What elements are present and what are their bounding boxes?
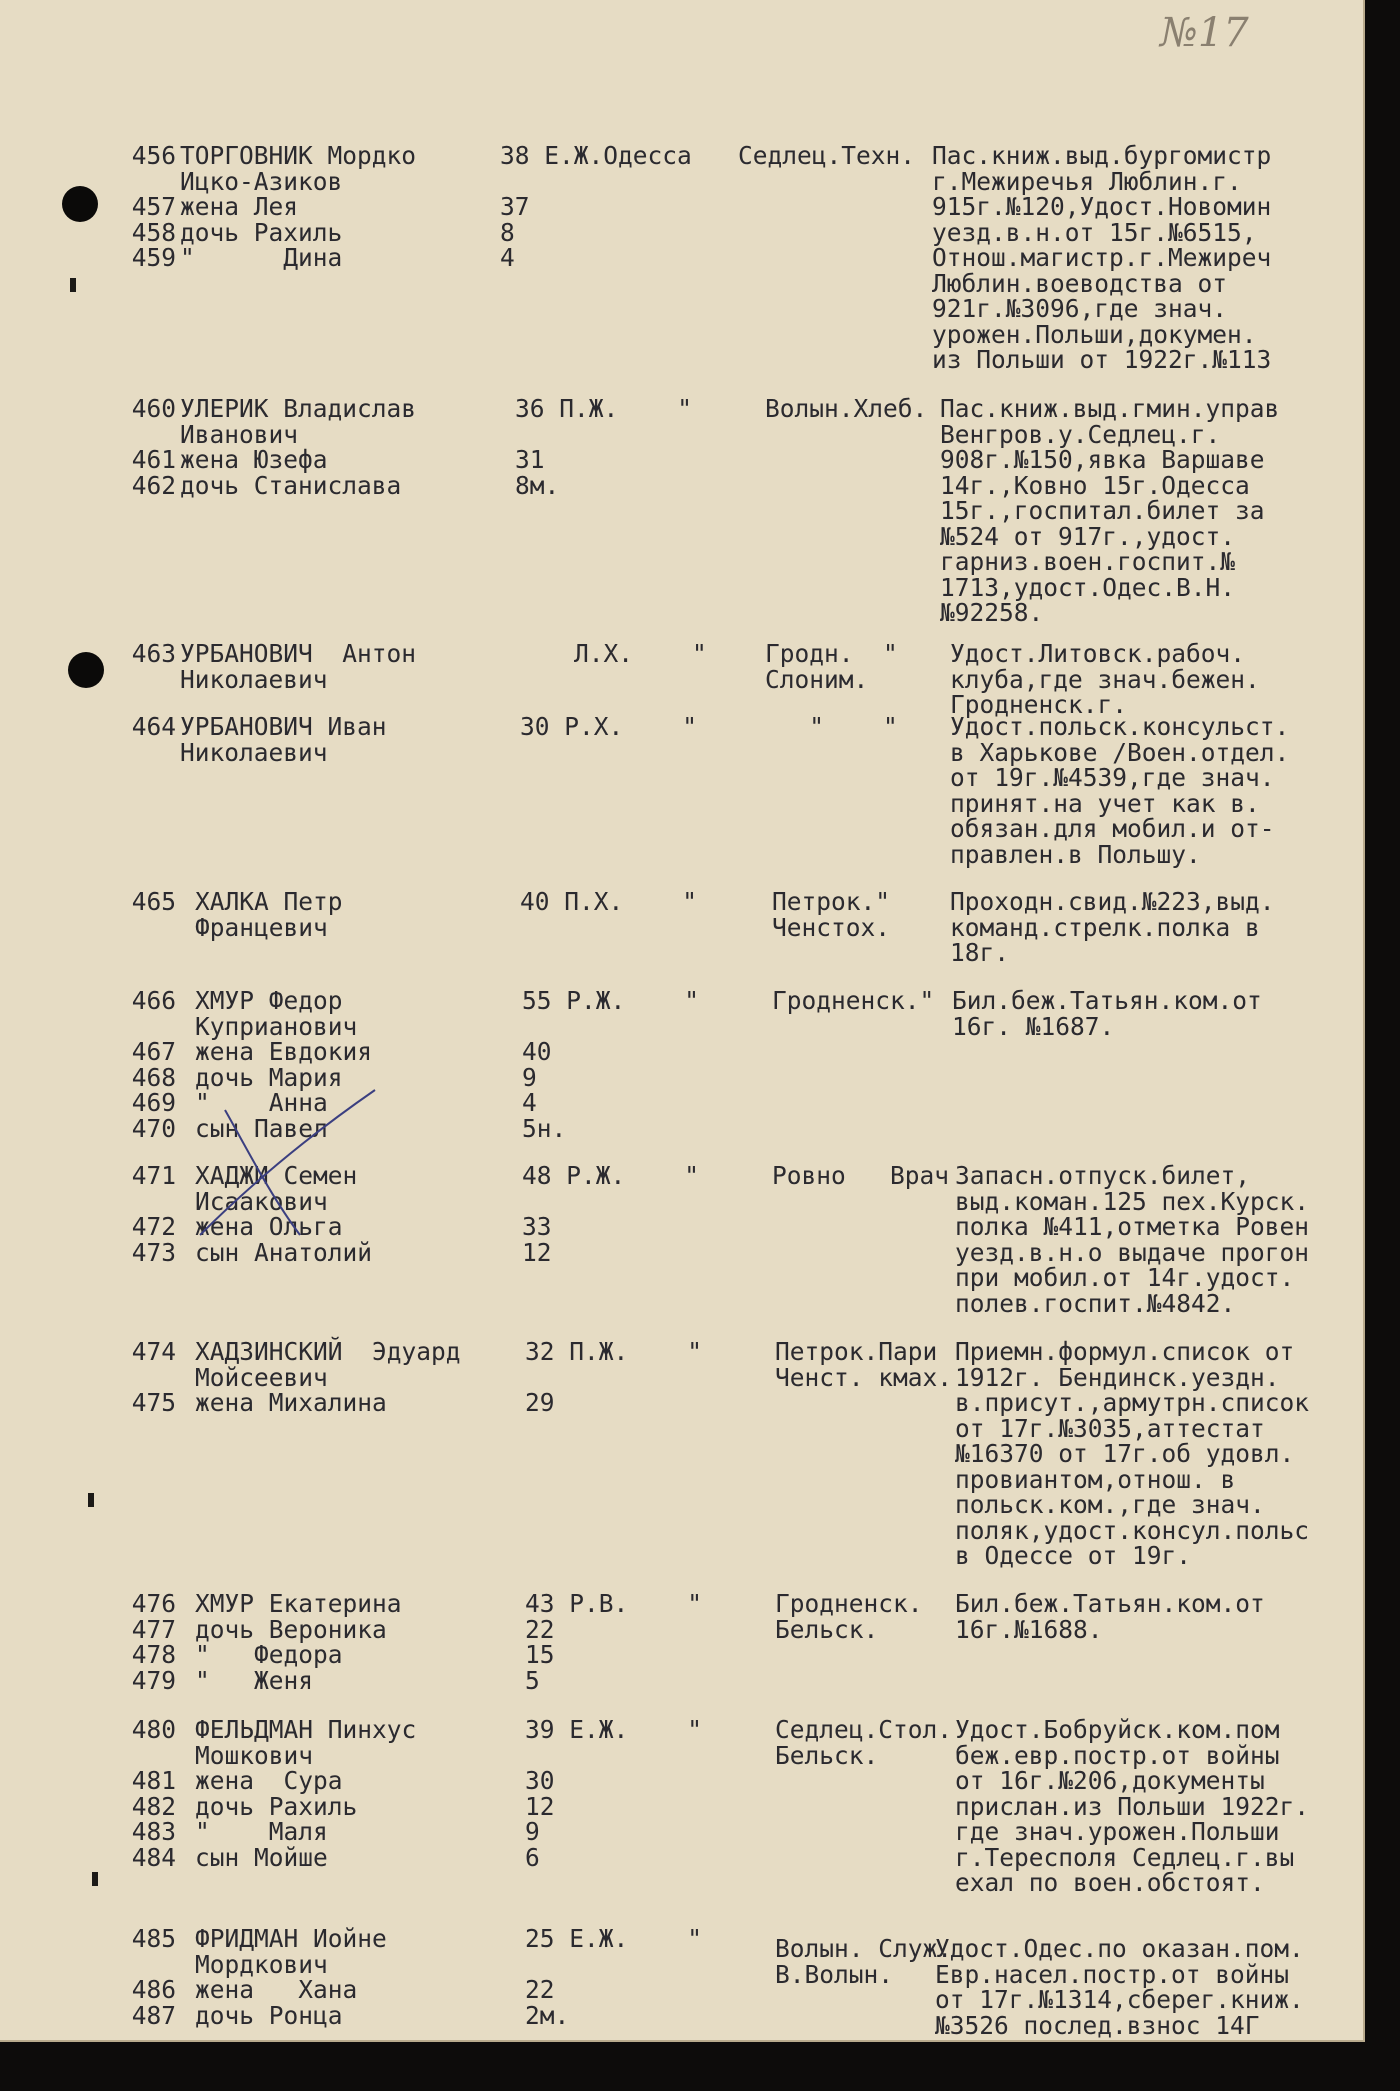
entry-documents: Проходн.свид.№223,выд. команд.стрелк.полка в 18г. [950,887,1275,967]
entry-numbers: 476 477 478 479 [131,1589,176,1695]
entry-documents: Пас.книж.выд.гмин.управ Венгров.у.Седлец.г. 908г.№150,явка Варшаве 14г.,Ковно 15г.Одесса 15г.,госпитал.билет за №524 от 917г.,удост. гарниз.воен.госпит.№ 1713,удост.Одес.В.Н. №92258. [940,394,1280,627]
entry-documents: Удост.Одес.по оказан.пом. Евр.насел.постр.от войны от 17г.№1314,сберег.книж. №3526 послед.взнос 14Г [935,1934,1304,2040]
entry-ages: 48 Р.Ж. " 33 12 [522,1161,700,1267]
entry-names: ТОРГОВНИК Мордко Ицко-Азиков жена Лея дочь Рахиль " Дина [180,141,417,272]
entry-ages: 36 П.Ж. " 31 8м. [515,394,693,500]
entry-from: " " [765,712,898,741]
entry-documents: Удост.польск.консульст. в Харькове /Воен.отдел. от 19г.№4539,где знач. принят.на учет как в. обязан.для мобил.и от- правлен.в Польшу. [950,712,1290,869]
entry-from: Петрок." Ченстох. [772,887,891,942]
entry-names: ХАЛКА Петр Францевич [195,887,343,942]
entry-numbers: 465 [131,887,176,916]
entry-names: ФЕЛЬДМАН Пинхус Мошкович жена Сура дочь Рахиль " Маля сын Мойше [195,1715,417,1872]
punch-hole [62,186,98,222]
entry-numbers: 464 [131,712,176,741]
entry-names: ХМУР Екатерина дочь Вероника " Федора " Женя [195,1589,402,1695]
entry-names: УРБАНОВИЧ Антон Николаевич [180,639,417,694]
entry-ages: Л.Х. " [515,639,707,668]
margin-mark [88,1493,94,1507]
entry-numbers: 456 457 458 459 [131,141,176,272]
entry-documents: Удост.Литовск.рабоч. клуба,где знач.бежен. Гродненск.г. [950,639,1260,719]
entry-ages: 43 Р.В. " 22 15 5 [525,1589,703,1695]
strike-through-mark [190,1085,390,1245]
entry-names: ХАДЗИНСКИЙ Эдуард Мойсеевич жена Михалина [195,1337,461,1417]
entry-ages: 39 Е.Ж. " 30 12 9 6 [525,1715,703,1872]
entry-numbers: 474 475 [131,1337,176,1417]
entry-numbers: 480 481 482 483 484 [131,1715,176,1872]
entry-from: Волын. Служ. В.Волын. [775,1934,953,1989]
entry-ages: 25 Е.Ж. " 22 2м. [525,1924,703,2030]
entry-from: Гродненск." [772,986,935,1015]
entry-documents: Запасн.отпуск.билет, выд.коман.125 пех.Курск. полка №411,отметка Ровен уезд.в.н.о выдаче прогон при мобил.от 14г.удост. полев.госпит.№4842. [955,1161,1310,1318]
margin-mark [70,278,76,292]
entry-from: Гродн. " Слоним. [765,639,898,694]
entry-from: Волын.Хлеб. [765,394,928,423]
entry-numbers: 460 461 462 [131,394,176,500]
entry-ages: 38 Е.Ж.Одесса 37 8 4 [500,141,692,272]
entry-from: Ровно Врач [772,1161,950,1190]
entry-names: УРБАНОВИЧ Иван Николаевич [180,712,387,767]
entry-documents: Бил.беж.Татьян.ком.от 16г.№1688. [955,1589,1265,1644]
page-number: №17 [1160,10,1249,56]
entry-ages: 55 Р.Ж. " 40 9 4 5н. [522,986,700,1143]
entry-documents: Пас.книж.выд.бургомистр г.Межиречья Люблин.г. 915г.№120,Удост.Новомин уезд.в.н.от 15г.№6515, Отнош.магистр.г.Межиреч Люблин.воеводства от 921г.№3096,где знач. урожен.Польши,докумен. из Польши от 1922г.№113 [932,141,1272,374]
entry-from: Петрок.Пари Ченст. кмах. [775,1337,953,1392]
entry-names: ХАДЖИ Семен Исаакович жена Ольга сын Анатолий [195,1161,373,1267]
entry-origin: Седлец.Техн. [738,141,916,170]
entry-numbers: 471 472 473 [131,1161,176,1267]
entry-numbers: 466 467 468 469 470 [131,986,176,1143]
entry-documents: Приемн.формул.список от 1912г. Бендинск.уездн. в.присут.,армутрн.список от 17г.№3035,аттестат №16370 от 17г.об удовл. провиантом,отнош. в польск.ком.,где знач. поляк,удост.консул.польс в Одессе от 19г. [955,1337,1310,1570]
entry-from: Гродненск. Бельск. [775,1589,923,1644]
entry-ages: 30 Р.Х. " [520,712,698,741]
entry-numbers: 463 [131,639,176,668]
entry-documents: Бил.беж.Татьян.ком.от 16г. №1687. [952,986,1262,1041]
entry-ages: 32 П.Ж. " 29 [525,1337,703,1417]
entry-names: ХМУР Федор Куприанович жена Евдокия дочь Мария " Анна сын Павел [195,986,373,1143]
margin-mark [92,1872,98,1886]
punch-hole [68,652,104,688]
entry-numbers: 485 486 487 [131,1924,176,2030]
entry-ages: 40 П.Х. " [520,887,698,916]
entry-documents: Удост.Бобруйск.ком.пом беж.евр.постр.от войны от 16г.№206,документы прислан.из Польши 1922г. где знач.урожен.Польши г.Тересполя Седлец.г.вы ехал по воен.обстоят. [955,1715,1310,1897]
entry-names: УЛЕРИК Владислав Иванович жена Юзефа дочь Станислава [180,394,417,500]
entry-names: ФРИДМАН Иойне Мордкович жена Хана дочь Ронца [195,1924,387,2030]
entry-from: Седлец.Стол. Бельск. [775,1715,953,1770]
